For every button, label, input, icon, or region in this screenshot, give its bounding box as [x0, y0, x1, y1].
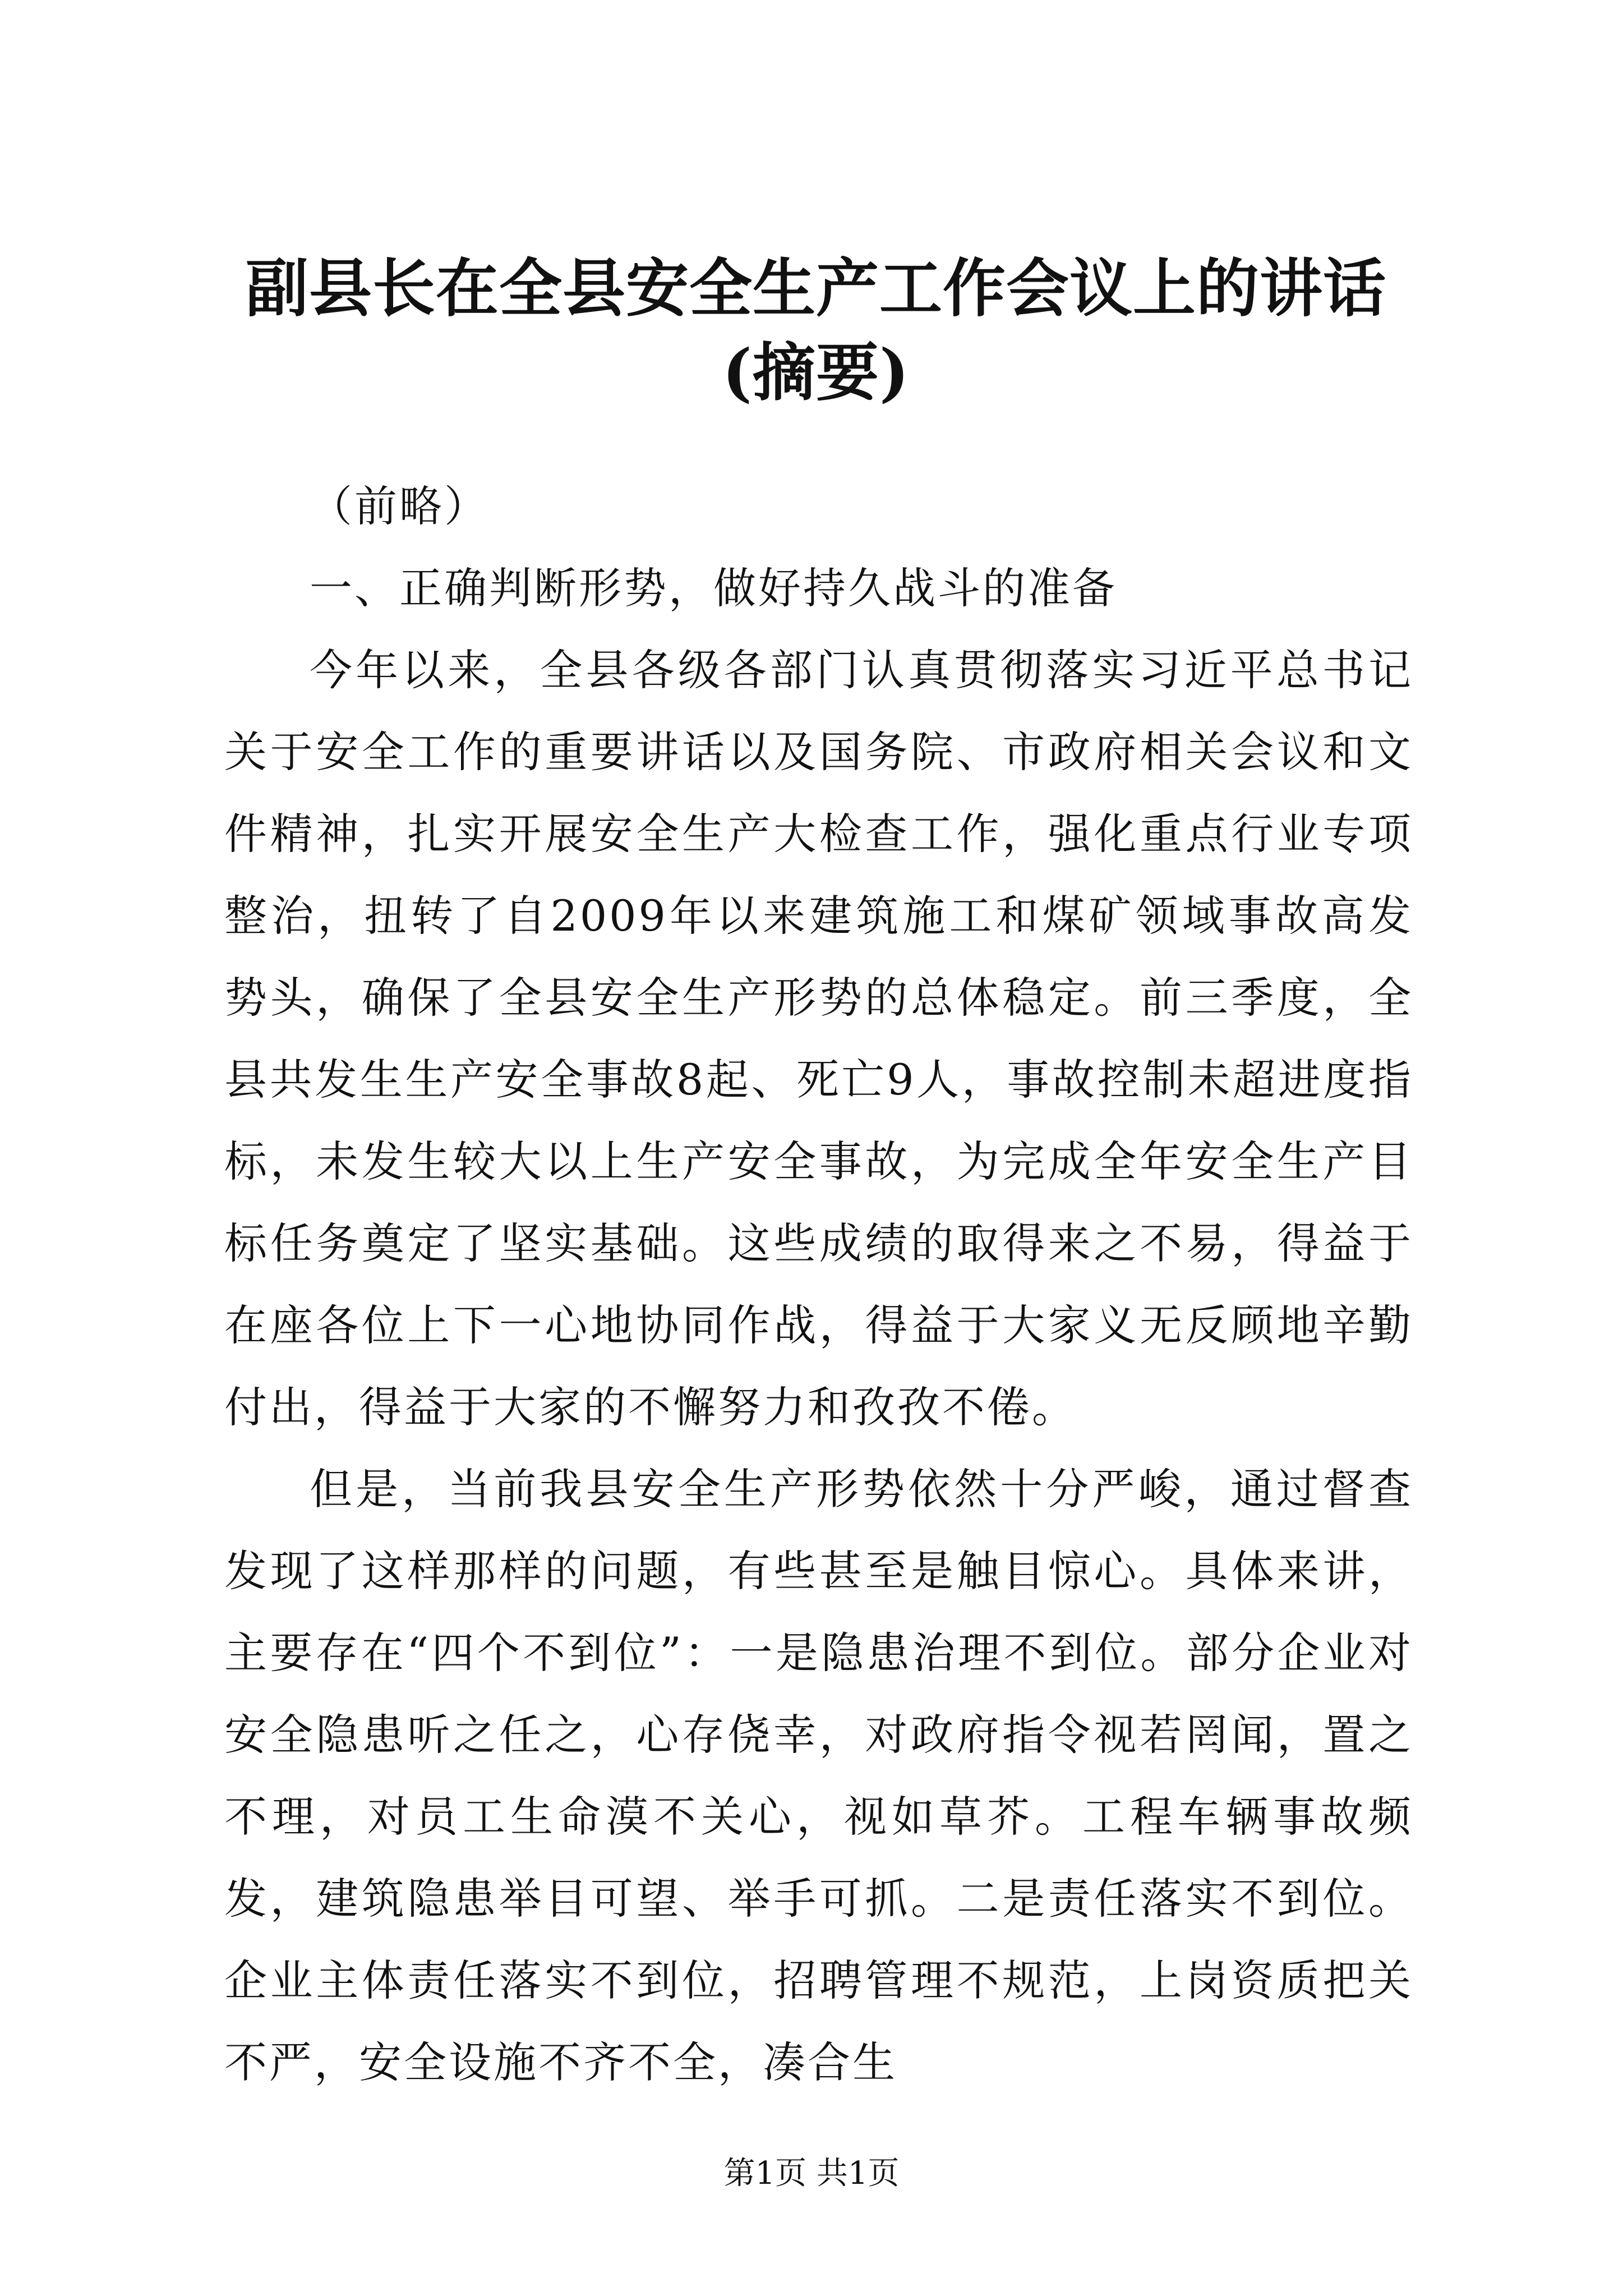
section-heading-1: 一、正确判断形势，做好持久战斗的准备 [310, 563, 1117, 613]
paragraph: 今年以来，全县各级各部门认真贯彻落实习近平总书记关于安全工作的重要讲话以及国务院、市政府相关会议和文件精神，扎实开展安全生产大检查工作，强化重点行业专项整治，扭转了自2009年以来建筑施工和煤矿领域事故高发势头，确保了全县安全生产形势的总体稳定。前三季度，全县共发生生产安全事故8起、死亡9人，事故控制未超进度指标，未发生较大以上生产安全事故，为完成全年安全生产目标任务奠定了坚实基础。这些成绩的取得来之不易，得益于在座各位上下一心地协同作战，得益于大家义无反顾地辛勤付出，得益于大家的不懈努力和孜孜不倦。 [224, 645, 1413, 1432]
document-title: 副县长在全县安全生产工作会议上的讲话(摘要) [246, 252, 1386, 409]
paragraph-preface: （前略） [310, 481, 489, 531]
paragraph: 但是，当前我县安全生产形势依然十分严峻，通过督查发现了这样那样的问题，有些甚至是触目惊心。具体来讲，主要存在“四个不到位”：一是隐患治理不到位。部分企业对安全隐患听之任之，心存侥幸，对政府指令视若罔闻，置之不理，对员工生命漠不关心，视如草芥。工程车辆事故频发，建筑隐患举目可望、举手可抓。二是责任落实不到位。企业主体责任落实不到位，招聘管理不规范，上岗资质把关不严，安全设施不齐不全，凑合生 [224, 1464, 1413, 2087]
page-footer: 第1页 共1页 [723, 2155, 900, 2192]
document-body [224, 466, 1413, 2104]
